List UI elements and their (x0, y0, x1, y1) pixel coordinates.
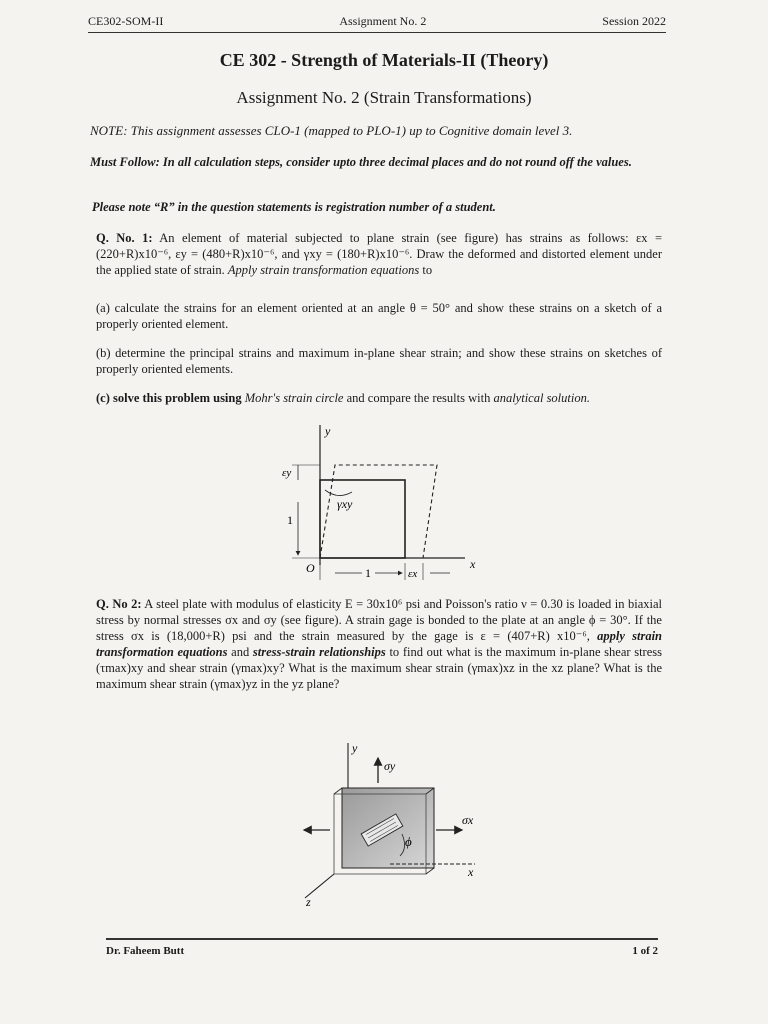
footer-author: Dr. Faheem Butt (106, 945, 185, 957)
question-2 (96, 596, 662, 692)
page-header (88, 14, 666, 33)
clo-note: NOTE: This assignment assesses CLO-1 (mapped to PLO-1) up to Cognitive domain level 3. (90, 123, 573, 138)
figure-plane-strain (280, 420, 490, 590)
figure-strain-gage-plate (290, 738, 500, 908)
page-footer (106, 938, 658, 957)
question-1-end: to (422, 263, 433, 277)
question-1c (96, 390, 662, 406)
question-1-text: An element of material subjected to plane strain (see figure) has strains as follows: εx = (220+R)x10⁻⁶, εy = (480+R)x10⁻⁶, and γxy = (180+R)x10⁻⁶. Draw the deformed and distorted element under the applied state of strain. (96, 231, 662, 277)
fig2-z-label: z (306, 895, 311, 908)
footer-page-number: 1 of 2 (632, 945, 658, 957)
page-title: CE 302 - Strength of Materials-II (Theory) (219, 50, 549, 70)
fig2-x-label: x (468, 865, 474, 879)
header-assignment: Assignment No. 2 (339, 14, 427, 28)
header-course: CE302-SOM-II (88, 14, 164, 28)
question-1c-mid: and compare the results with (346, 391, 491, 405)
question-1b: (b) determine the principal strains and maximum in-plane shear strain; and show these strains on sketches of properly oriented elements. (96, 346, 662, 376)
fig2-phi-label: ϕ (405, 834, 412, 849)
page-subtitle: Assignment No. 2 (Strain Transformations) (236, 88, 532, 107)
fig2-y-label: y (352, 741, 358, 755)
question-1c-analytical: analytical solution. (493, 391, 590, 405)
must-follow-note: Must Follow: In all calculation steps, consider upto three decimal places and do not round off the values. (90, 155, 632, 169)
fig1-one-vertical: 1 (287, 513, 293, 527)
question-2-end: to find out what is the maximum in-plane shear stress (τmax)xy and shear strain (γmax)xy? What is the maximum shear strain (γmax)xz in the xz plane? What is the maximum shear strain (γmax)yz in the yz plane? (96, 645, 662, 691)
fig1-ey-label: εy (282, 467, 292, 479)
question-1-italic: Apply strain transformation equations (227, 263, 420, 277)
question-2-label: Q. No 2: (96, 597, 142, 611)
fig2-sigma-x-label: σx (462, 813, 474, 827)
fig1-one-horizontal: 1 (365, 566, 371, 580)
fig1-ex-label: εx (408, 568, 418, 580)
fig1-x-label: x (470, 557, 476, 571)
fig1-y-label: y (325, 424, 331, 438)
fig1-origin-label: O (306, 561, 315, 575)
question-1-label: Q. No. 1: (96, 231, 153, 245)
question-2-bold1: apply strain transformation equations (96, 629, 663, 659)
question-1a: (a) calculate the strains for an element oriented at an angle θ = 50° and show these strains on a sketch of a properly oriented element. (96, 301, 662, 331)
header-session: Session 2022 (602, 14, 666, 28)
question-2-text: A steel plate with modulus of elasticity E = 30x10⁶ psi and Poisson's ratio ν = 0.30 is loaded in biaxial stress by normal stresses σx and σy (see figure). A strain gage is bonded to the plate at an angle ϕ = 30°. If the stress σx is (18,000+R) psi and the strain measured by the gage is ε = (407+R) x10⁻⁶, (96, 597, 663, 643)
fig1-gamma-label: γxy (337, 497, 353, 511)
question-1c-mohr: Mohr's strain circle (244, 391, 344, 405)
question-2-and: and (231, 645, 250, 659)
fig2-sigma-y-label: σy (384, 759, 396, 773)
question-2-bold2: stress-strain relationships (252, 645, 386, 659)
question-1c-start: (c) solve this problem using (96, 391, 242, 405)
question-1 (96, 230, 662, 278)
registration-note: Please note “R” in the question statements is registration number of a student. (92, 200, 496, 214)
